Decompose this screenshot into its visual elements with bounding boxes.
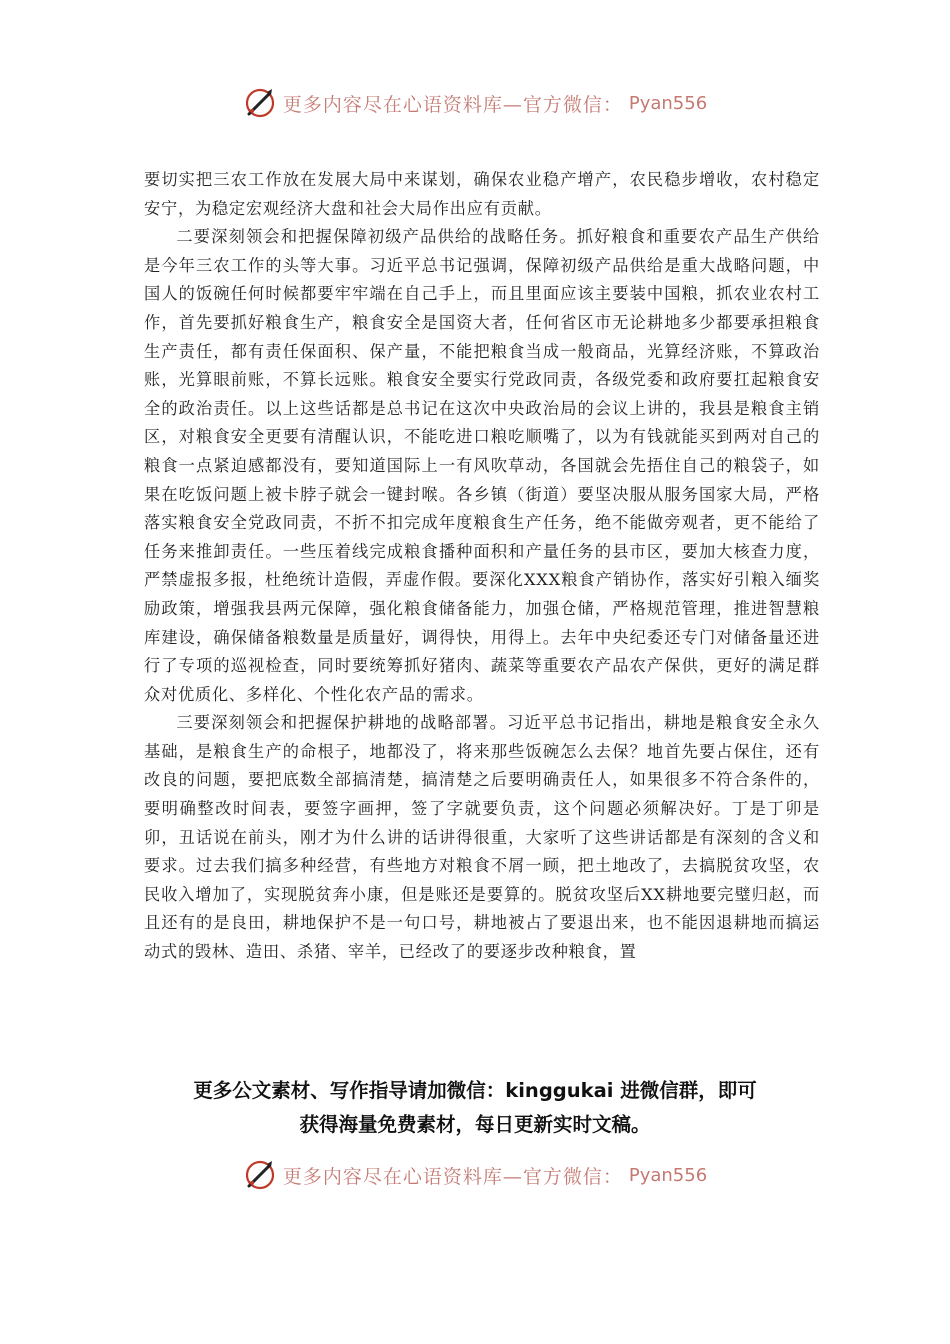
footer-wechat-id: Pyan556: [628, 1164, 708, 1186]
header-wechat-id: Pyan556: [628, 92, 708, 114]
paragraph-2: 二要深刻领会和把握保障初级产品供给的战略任务。抓好粮食和重要农产品生产供给是今年三农工作的头等大事。习近平总书记强调，保障初级产品供给是重大战略问题，中国人的饭碗任何时候都要牢牢端在自己手上，而且里面应该主要装中国粮，抓农业农村工作，首先要抓好粮食生产，粮食安全是国资大者，任何省区市无论耕地多少都要承担粮食生产责任，都有责任保面积、保产量，不能把粮食当成一般商品，光算经济账，不算政治账，光算眼前账，不算长远账。粮食安全要实行党政同责，各级党委和政府要扛起粮食安全的政治责任。以上这些话都是总书记在这次中央政治局的会议上讲的，我县是粮食主销区，对粮食安全更要有清醒认识，不能吃进口粮吃顺嘴了，以为有钱就能买到两对自己的粮食一点紧迫感都没有，要知道国际上一有风吹草动，各国就会先捂住自己的粮袋子，如果在吃饭问题上被卡脖子就会一键封喉。各乡镇（街道）要坚决服从服务国家大局，严格落实粮食安全党政同责，不折不扣完成年度粮食生产任务，绝不能做旁观者，更不能给了任务来推卸责任。一些压着线完成粮食播种面积和产量任务的县市区，要加大核查力度，严禁虚报多报，杜绝统计造假，弄虚作假。要深化XXX粮食产销协作，落实好引粮入缅奖励政策，增强我县两元保障，强化粮食储备能力，加强仓储，严格规范管理，推进智慧粮库建设，确保储备粮数量是质量好，调得快，用得上。去年中央纪委还专门对储备量还进行了专项的巡视检查，同时要统筹抓好猪肉、蔬菜等重要农产品农产保供，更好的满足群众对优质化、多样化、个性化农产品的需求。: [144, 227, 820, 704]
promo-line-2: 获得海量免费素材，每日更新实时文稿。: [299, 1113, 651, 1136]
header-brand-text: 更多内容尽在心语资料库—官方微信：: [282, 93, 623, 116]
promo-line-1: 更多公文素材、写作指导请加微信：kinggukai 进微信群，即可: [193, 1079, 757, 1102]
footer-brand-text: 更多内容尽在心语资料库—官方微信：: [282, 1165, 623, 1188]
page-header: [0, 86, 950, 120]
document-body: [144, 166, 820, 967]
paragraph-1: 要切实把三农工作放在发展大局中来谋划，确保农业稳产增产，农民稳步增收，农村稳定安宁，为稳定宏观经济大盘和社会大局作出应有贡献。: [144, 170, 820, 218]
page-footer: [0, 1158, 950, 1192]
pen-circle-logo-icon: [243, 86, 277, 120]
promo-notice: [120, 1074, 830, 1142]
paragraph-3: 三要深刻领会和把握保护耕地的战略部署。习近平总书记指出，耕地是粮食安全永久基础，是粮食生产的命根子，地都没了，将来那些饭碗怎么去保？地首先要占保住，还有改良的问题，要把底数全部搞清楚，搞清楚之后要明确责任人，如果很多不符合条件的，要明确整改时间表，要签字画押，签了字就要负责，这个问题必须解决好。丁是丁卯是卯，丑话说在前头，刚才为什么讲的话讲得很重，大家听了这些讲话都是有深刻的含义和要求。过去我们搞多种经营，有些地方对粮食不屑一顾，把土地改了，去搞脱贫攻坚，农民收入增加了，实现脱贫奔小康，但是账还是要算的。脱贫攻坚后XX耕地要完璧归赵，而且还有的是良田，耕地保护不是一句口号，耕地被占了要退出来，也不能因退耕地而搞运动式的毁林、造田、杀猪、宰羊，已经改了的要逐步改种粮食，置: [144, 713, 820, 962]
pen-circle-logo-icon: [243, 1158, 277, 1192]
